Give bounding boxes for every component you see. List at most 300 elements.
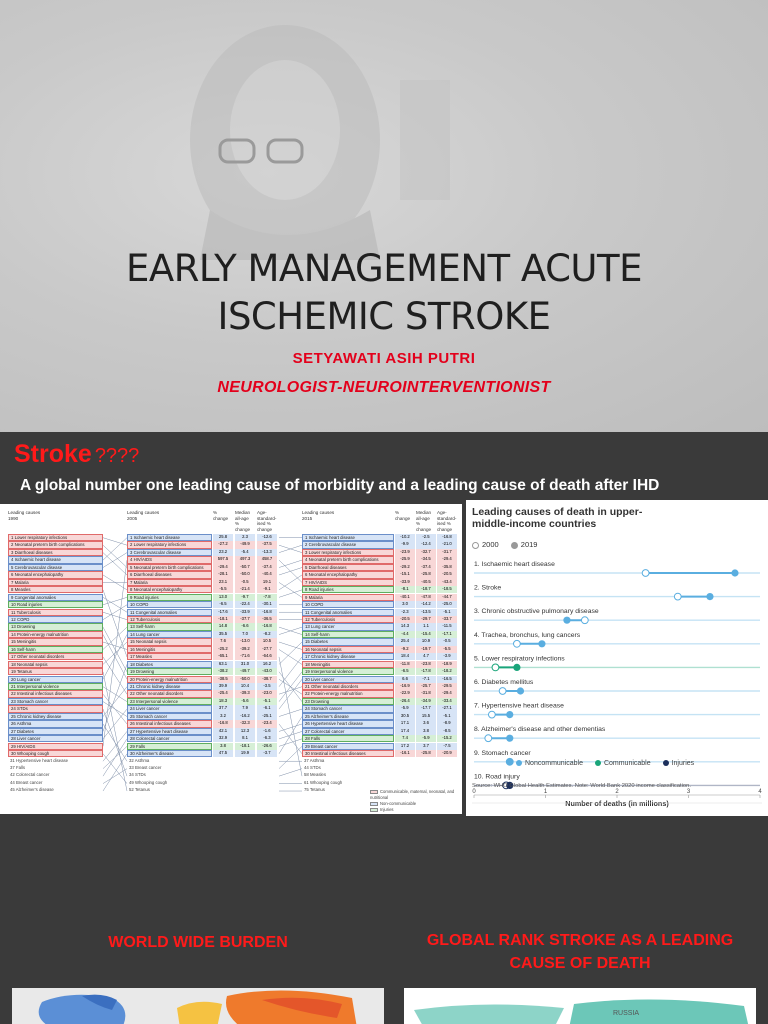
table-cell: -30.1 — [257, 601, 277, 608]
x-axis-label: Number of deaths (in millions) — [565, 799, 669, 808]
table-cell: -16.8 — [257, 623, 277, 630]
table-cell: -40.1 — [395, 594, 415, 601]
table-row: 14 Self-harm — [302, 631, 394, 638]
col1-header: Leading causes 1990 — [8, 510, 41, 521]
table-row: 16 Neonatal sepsis — [302, 646, 394, 653]
table-cell: -2.5 — [416, 534, 436, 541]
table-row: 7 Malaria — [127, 579, 212, 586]
legend-label: Noncommunicable — [525, 760, 583, 767]
category-label: 4. Trachea, bronchus, lung cancers — [474, 631, 581, 639]
legend-dot — [516, 760, 522, 766]
table-cell: -38.2 — [213, 668, 233, 675]
table-cell: -25.1 — [257, 713, 277, 720]
rank-connector — [103, 553, 127, 575]
table-row: 33 Breast cancer — [129, 764, 162, 770]
table-cell: -15.4 — [416, 631, 436, 638]
table-cell: 17.4 — [395, 728, 415, 735]
table-cell: -5.1 — [437, 713, 457, 720]
table-cell: -50.0 — [235, 676, 255, 683]
table-row: 21 Interpersonal violence — [8, 683, 103, 690]
table-row: 25 Alzheimer's disease — [302, 713, 394, 720]
table-row: 37 Asthma — [304, 757, 325, 763]
category-label: 6. Diabetes mellitus — [474, 679, 534, 686]
table-cell: -25.0 — [437, 601, 457, 608]
legend-2000-label: 2000 — [482, 540, 499, 549]
table-row: 17 Other neonatal disorders — [8, 653, 103, 660]
table-cell: -1.6 — [257, 728, 277, 735]
legend-injuries — [663, 760, 695, 767]
col3-header: Leading causes 2015 — [302, 510, 335, 521]
table-row: 44 Breast cancer — [10, 779, 43, 785]
table-cell: 18.4 — [395, 653, 415, 660]
table-cell: -26.4 — [395, 698, 415, 705]
table-cell: -20.5 — [437, 571, 457, 578]
table-cell: -18.1 — [235, 743, 255, 750]
col2-stat-header-2: Median all-age % change — [235, 510, 251, 532]
table-cell: 4.7 — [416, 653, 436, 660]
table-row: 26 Intestinal infectious diseases — [127, 720, 212, 727]
slide-subtitle: A global number one leading cause of morbidity and a leading cause of death after IHD — [20, 477, 660, 494]
map-label-russia: RUSSIA — [613, 1010, 640, 1017]
table-row: 24 Liver cancer — [127, 705, 212, 712]
table-cell: 35.5 — [213, 631, 233, 638]
table-row: 6 Neonatal encephalopathy — [302, 571, 394, 578]
table-cell: -27.1 — [437, 705, 457, 712]
legend-2019-label: 2019 — [520, 540, 538, 549]
table-row: 58 Measles — [304, 772, 326, 778]
chart-year-legend — [472, 540, 537, 549]
table-cell: -10.2 — [395, 534, 415, 541]
rank-map-graphic — [404, 988, 756, 1024]
rank-connector — [103, 590, 127, 657]
legend-swatch-green — [370, 808, 378, 812]
stroke-burden-slide — [0, 432, 768, 816]
table-row: 31 Hypertensive heart disease — [10, 757, 69, 763]
table-row: 5 Cerebrovascular disease — [8, 564, 103, 571]
x-tick-label: 1 — [543, 789, 548, 795]
global-rank-title-line-2: CAUSE OF DEATH — [509, 955, 651, 972]
title-slide — [0, 0, 768, 432]
rank-connector — [103, 627, 127, 672]
table-cell: 17.2 — [395, 743, 415, 750]
title-line-1: EARLY MANAGEMENT ACUTE — [126, 247, 642, 290]
table-cell: -3.7 — [257, 750, 277, 757]
table-row: 2 Neonatal preterm birth complications — [8, 541, 103, 548]
table-cell: -29.4 — [437, 690, 457, 697]
table-cell: -25.4 — [213, 690, 233, 697]
rank-connector — [279, 739, 302, 746]
table-row: 75 Tetanus — [304, 787, 325, 793]
table-cell: -20.9 — [437, 750, 457, 757]
rank-connector — [103, 709, 127, 739]
table-cell: -16.8 — [257, 609, 277, 616]
table-cell: -37.4 — [257, 564, 277, 571]
rank-connector — [103, 597, 127, 604]
table-cell: -16.5 — [437, 676, 457, 683]
title-line-2: ISCHEMIC STROKE — [217, 295, 551, 338]
table-cell: -21.0 — [437, 541, 457, 548]
table-cell: 6.6 — [395, 676, 415, 683]
table-cell: -8.5 — [437, 728, 457, 735]
table-cell: -17.6 — [213, 609, 233, 616]
table-cell: -39.3 — [235, 690, 255, 697]
table-cell: -13.5 — [416, 609, 436, 616]
table-cell: 17.1 — [395, 720, 415, 727]
global-burden-slide — [0, 816, 768, 1024]
table-cell: -6.6 — [235, 623, 255, 630]
table-row: 8 Measles — [8, 586, 103, 593]
rank-connector — [103, 664, 127, 731]
table-row: 20 Lung cancer — [8, 676, 103, 683]
table-row: 23 Interpersonal violence — [127, 698, 212, 705]
table-cell: 3.0 — [395, 601, 415, 608]
point-2000 — [485, 735, 492, 742]
table-cell: 14.3 — [395, 623, 415, 630]
legend-cmnn — [370, 789, 462, 801]
table-cell: -27.2 — [213, 541, 233, 548]
point-2000 — [499, 688, 506, 695]
legend-label: Communicable — [603, 760, 651, 767]
table-cell: 14.8 — [213, 623, 233, 630]
rank-connector — [279, 769, 302, 776]
table-cell: -34.5 — [416, 556, 436, 563]
rank-connector — [103, 754, 127, 784]
table-cell: -16.8 — [213, 720, 233, 727]
point-2000 — [581, 617, 588, 624]
table-cell: -18.1 — [213, 616, 233, 623]
legend-label: Non-communicable — [380, 801, 417, 806]
table-cell: -29.4 — [437, 556, 457, 563]
table-row: 6 Neonatal encephalopathy — [8, 571, 103, 578]
table-row: 1 Ischaemic heart disease — [127, 534, 212, 541]
rank-connector — [279, 582, 302, 597]
table-cell: 39.9 — [213, 683, 233, 690]
table-row: 30 Intestinal infectious diseases — [302, 750, 394, 757]
table-cell: 7.0 — [235, 631, 255, 638]
table-cell: 3.2 — [213, 713, 233, 720]
table-row: 61 Whooping cough — [304, 779, 343, 785]
table-row: 26 Hypertensive heart disease — [302, 720, 394, 727]
rank-connector — [279, 568, 302, 575]
rank-connector — [103, 687, 127, 717]
table-cell: 18.3 — [213, 698, 233, 705]
slide-heading — [14, 440, 139, 469]
table-cell: -7.8 — [257, 594, 277, 601]
x-tick-label: 4 — [758, 789, 762, 795]
presenter-photo — [150, 20, 460, 260]
table-row: 3 Cerebrovascular disease — [127, 549, 212, 556]
rank-connector — [279, 657, 302, 687]
table-row: 10 COPD — [302, 601, 394, 608]
x-tick-label: 0 — [472, 789, 476, 795]
table-cell: 23.2 — [213, 549, 233, 556]
legend-swatch-blue — [370, 802, 378, 806]
rank-connector — [103, 724, 127, 761]
world-map-graphic — [12, 988, 384, 1024]
table-cell: 10.4 — [235, 683, 255, 690]
table-cell: -25.7 — [416, 683, 436, 690]
table-cell: -47.8 — [416, 594, 436, 601]
x-tick-label: 3 — [686, 789, 691, 795]
table-cell: -71.6 — [235, 653, 255, 660]
table-row: 21 Chronic kidney disease — [127, 683, 212, 690]
global-rank-title — [404, 929, 756, 975]
legend-dot — [663, 760, 669, 766]
table-row: 15 Meningitis — [8, 638, 103, 645]
table-cell: -25.8 — [416, 571, 436, 578]
table-cell: -34.9 — [416, 698, 436, 705]
table-cell: -5.6 — [235, 698, 255, 705]
col2-stat-header-1: % change — [213, 510, 229, 521]
point-2000 — [488, 711, 495, 718]
table-row: 18 Diabetes — [127, 661, 212, 668]
heading-stroke: Stroke — [14, 440, 92, 468]
table-row: 29 Falls — [127, 743, 212, 750]
point-2000 — [514, 640, 521, 647]
table-cell: -40.4 — [257, 571, 277, 578]
table-cell: -18.2 — [437, 668, 457, 675]
table-cell: -35.8 — [437, 564, 457, 571]
point-2019 — [563, 617, 570, 624]
table-row: 42 Colorectal cancer — [10, 772, 50, 778]
table-cell: 19.1 — [257, 579, 277, 586]
table-cell: -5.1 — [257, 698, 277, 705]
point-2000 — [642, 570, 649, 577]
table-cell: 1.1 — [416, 623, 436, 630]
world-burden-map — [12, 988, 384, 1024]
table-cell: -6.3 — [257, 735, 277, 742]
rank-connector — [103, 642, 127, 649]
legend-communicable — [595, 760, 651, 767]
rank-connector — [279, 724, 302, 731]
table-row: 14 Protein-energy malnutrition — [8, 631, 103, 638]
table-cell: -31.7 — [437, 549, 457, 556]
table-cell: 10.5 — [257, 638, 277, 645]
category-label: 9. Stomach cancer — [474, 749, 531, 757]
table-cell: -27.7 — [257, 646, 277, 653]
table-row: 22 Protein-energy malnutrition — [302, 690, 394, 697]
table-cell: -29.2 — [395, 564, 415, 571]
table-row: 28 Falls — [302, 735, 394, 742]
table-cell: -22.4 — [235, 601, 255, 608]
table-cell: 37.7 — [213, 705, 233, 712]
table-cell: -21.4 — [235, 586, 255, 593]
rank-connector — [279, 687, 302, 694]
table-cell: 47.5 — [213, 750, 233, 757]
table-row: 20 Liver cancer — [302, 676, 394, 683]
rank-connector — [279, 642, 302, 649]
global-rank-title-line-1: GLOBAL RANK STROKE AS A LEADING — [426, 932, 734, 949]
category-label: 8. Alzheimer's disease and other dementias — [474, 726, 606, 734]
table-row: 30 Whooping cough — [8, 750, 103, 757]
table-cell: -23.8 — [416, 661, 436, 668]
table-row: 1 Ischaemic heart disease — [302, 534, 394, 541]
table-row: 17 Chronic kidney disease — [302, 653, 394, 660]
table-cell: 458.7 — [257, 556, 277, 563]
legend-swatch-red — [370, 790, 378, 794]
table-cell: 16.2 — [257, 661, 277, 668]
heading-question-marks: ???? — [94, 445, 140, 467]
table-row: 26 Asthma — [8, 720, 103, 727]
table-row: 15 Diabetes — [302, 638, 394, 645]
category-label: 7. Hypertensive heart disease — [474, 702, 564, 710]
col2-stat-header-3: Age- standard- ised % change — [257, 510, 277, 532]
table-cell: -9.2 — [395, 646, 415, 653]
table-row: 1 Lower respiratory infections — [8, 534, 103, 541]
table-row: 24 Stomach cancer — [302, 705, 394, 712]
legend-2019-marker — [511, 542, 518, 549]
table-cell: -49.9 — [235, 541, 255, 548]
table-row: 22 Intestinal infectious diseases — [8, 690, 103, 697]
point-2019 — [513, 664, 520, 671]
table-cell: 7.4 — [395, 735, 415, 742]
table-cell: -65.1 — [213, 653, 233, 660]
point-2019 — [538, 640, 545, 647]
table-cell: 10.9 — [416, 638, 436, 645]
table-cell: 19.9 — [235, 750, 255, 757]
table-cell: 497.3 — [235, 556, 255, 563]
rank-connector — [103, 672, 127, 791]
table-cell: -3.5 — [257, 683, 277, 690]
rank-connector — [279, 679, 302, 709]
table-row: 19 Interpersonal violence — [302, 668, 394, 675]
chart-title: Leading causes of death in upper-middle-income countries — [472, 506, 643, 530]
table-row: 15 Neonatal sepsis — [127, 638, 212, 645]
table-cell: -33.4 — [437, 698, 457, 705]
table-cell: -11.5 — [437, 623, 457, 630]
rank-connector — [279, 717, 302, 754]
table-cell: -8.1 — [395, 586, 415, 593]
rank-connector — [279, 560, 302, 567]
legend-noncommunicable — [516, 760, 583, 767]
table-cell: -37.4 — [416, 564, 436, 571]
table-cell: -16.9 — [395, 683, 415, 690]
category-label: 5. Lower respiratory infections — [474, 655, 565, 663]
table-row: 18 Meningitis — [302, 661, 394, 668]
table-cell: -5.5 — [437, 646, 457, 653]
rank-connector — [279, 649, 302, 664]
table-cell: -19.7 — [416, 646, 436, 653]
table-cell: -25.9 — [395, 556, 415, 563]
table-row: 16 Meningitis — [127, 646, 212, 653]
table-cell: -40.5 — [416, 579, 436, 586]
table-row: 45 Alzheimer's disease — [10, 787, 54, 793]
table-row: 5 Diarrhoeal diseases — [302, 564, 394, 571]
legend-injuries — [370, 807, 462, 813]
table-cell: -7.5 — [437, 743, 457, 750]
table-cell: -0.5 — [437, 638, 457, 645]
table-cell: -16.8 — [437, 534, 457, 541]
table-row: 7 HIV/AIDS — [302, 579, 394, 586]
table-cell: -5.5 — [213, 586, 233, 593]
col3-stat-header-1: % change — [395, 510, 411, 521]
table-cell: -5.9 — [416, 735, 436, 742]
author-name: SETYAWATI ASIH PUTRI — [292, 350, 476, 367]
table-row: 4 Neonatal preterm birth complications — [302, 556, 394, 563]
table-row: 2 Cerebrovascular disease — [302, 541, 394, 548]
table-row: 49 Whooping cough — [129, 779, 168, 785]
table-cell: -39.2 — [235, 646, 255, 653]
table-row: 25 Stomach cancer — [127, 713, 212, 720]
table-cell: -33.9 — [235, 609, 255, 616]
presentation-title — [0, 245, 768, 341]
table-cell: -25.2 — [213, 646, 233, 653]
table-cell: -26.6 — [257, 743, 277, 750]
table-cell: -23.9 — [395, 549, 415, 556]
point-2000 — [674, 593, 681, 600]
table-row: 24 STDs — [8, 705, 103, 712]
table-row: 5 Neonatal preterm birth complications — [127, 564, 212, 571]
table-row: 11 Tuberculosis — [8, 609, 103, 616]
rank-connector — [103, 627, 127, 649]
point-2019 — [506, 711, 513, 718]
category-label: 3. Chronic obstructive pulmonary disease — [474, 608, 599, 616]
table-cell: -8.9 — [437, 720, 457, 727]
table-cell: -8.2 — [257, 631, 277, 638]
table-cell: -32.7 — [416, 549, 436, 556]
table-cell: -9.9 — [395, 541, 415, 548]
table-cell: 12.3 — [235, 728, 255, 735]
global-rank-map — [404, 988, 756, 1024]
table-cell: -15.2 — [437, 735, 457, 742]
table-row: 3 Lower respiratory infections — [302, 549, 394, 556]
table-cell: -0.5 — [235, 579, 255, 586]
table-row: 3 Diarrhoeal diseases — [8, 549, 103, 556]
table-cell: -37.5 — [257, 541, 277, 548]
table-cell: -4.4 — [395, 631, 415, 638]
table-cell: -9.7 — [235, 594, 255, 601]
table-cell: 32.9 — [213, 735, 233, 742]
table-cell: -14.2 — [416, 601, 436, 608]
table-row: 21 Other neonatal disorders — [302, 683, 394, 690]
point-2000 — [492, 664, 499, 671]
table-row: 19 Drowning — [127, 668, 212, 675]
table-row: 10 Road injuries — [8, 601, 103, 608]
table-cell: 25.4 — [395, 638, 415, 645]
table-cell: 7.9 — [235, 705, 255, 712]
table-cell: -29.4 — [213, 564, 233, 571]
table-cell: 13.0 — [213, 594, 233, 601]
who-leading-causes-chart — [466, 500, 768, 816]
table-cell: -18.5 — [437, 586, 457, 593]
table-cell: -17.7 — [416, 705, 436, 712]
table-cell: 597.5 — [213, 556, 233, 563]
rank-connector — [103, 731, 127, 761]
author-role: NEUROLOGIST-NEUROINTERVENTIONIST — [217, 379, 551, 396]
table-cell: -18.9 — [437, 661, 457, 668]
table-row: 28 Colorectal cancer — [127, 735, 212, 742]
table-row: 32 Asthma — [129, 757, 150, 763]
table-cell: 23.1 — [213, 579, 233, 586]
table-row: 13 Drowning — [8, 623, 103, 630]
table-row: 9 Road injuries — [127, 594, 212, 601]
table-row: 44 STDs — [304, 764, 321, 770]
table-row: 6 Diarrhoeal diseases — [127, 571, 212, 578]
table-cell: 3.8 — [416, 728, 436, 735]
table-cell: 7.6 — [213, 638, 233, 645]
table-row: 25 Chronic kidney disease — [8, 713, 103, 720]
table-cell: 2.3 — [235, 534, 255, 541]
table-cell: -22.9 — [395, 690, 415, 697]
table-row: 34 STDs — [129, 772, 146, 778]
table-row: 52 Tetanus — [129, 787, 150, 793]
rank-connector — [103, 597, 127, 612]
table-cell: 3.6 — [416, 720, 436, 727]
table-row: 12 COPD — [8, 616, 103, 623]
rank-connector — [103, 605, 127, 620]
table-row: 27 Hypertensive heart disease — [127, 728, 212, 735]
table-cell: -33.7 — [437, 616, 457, 623]
